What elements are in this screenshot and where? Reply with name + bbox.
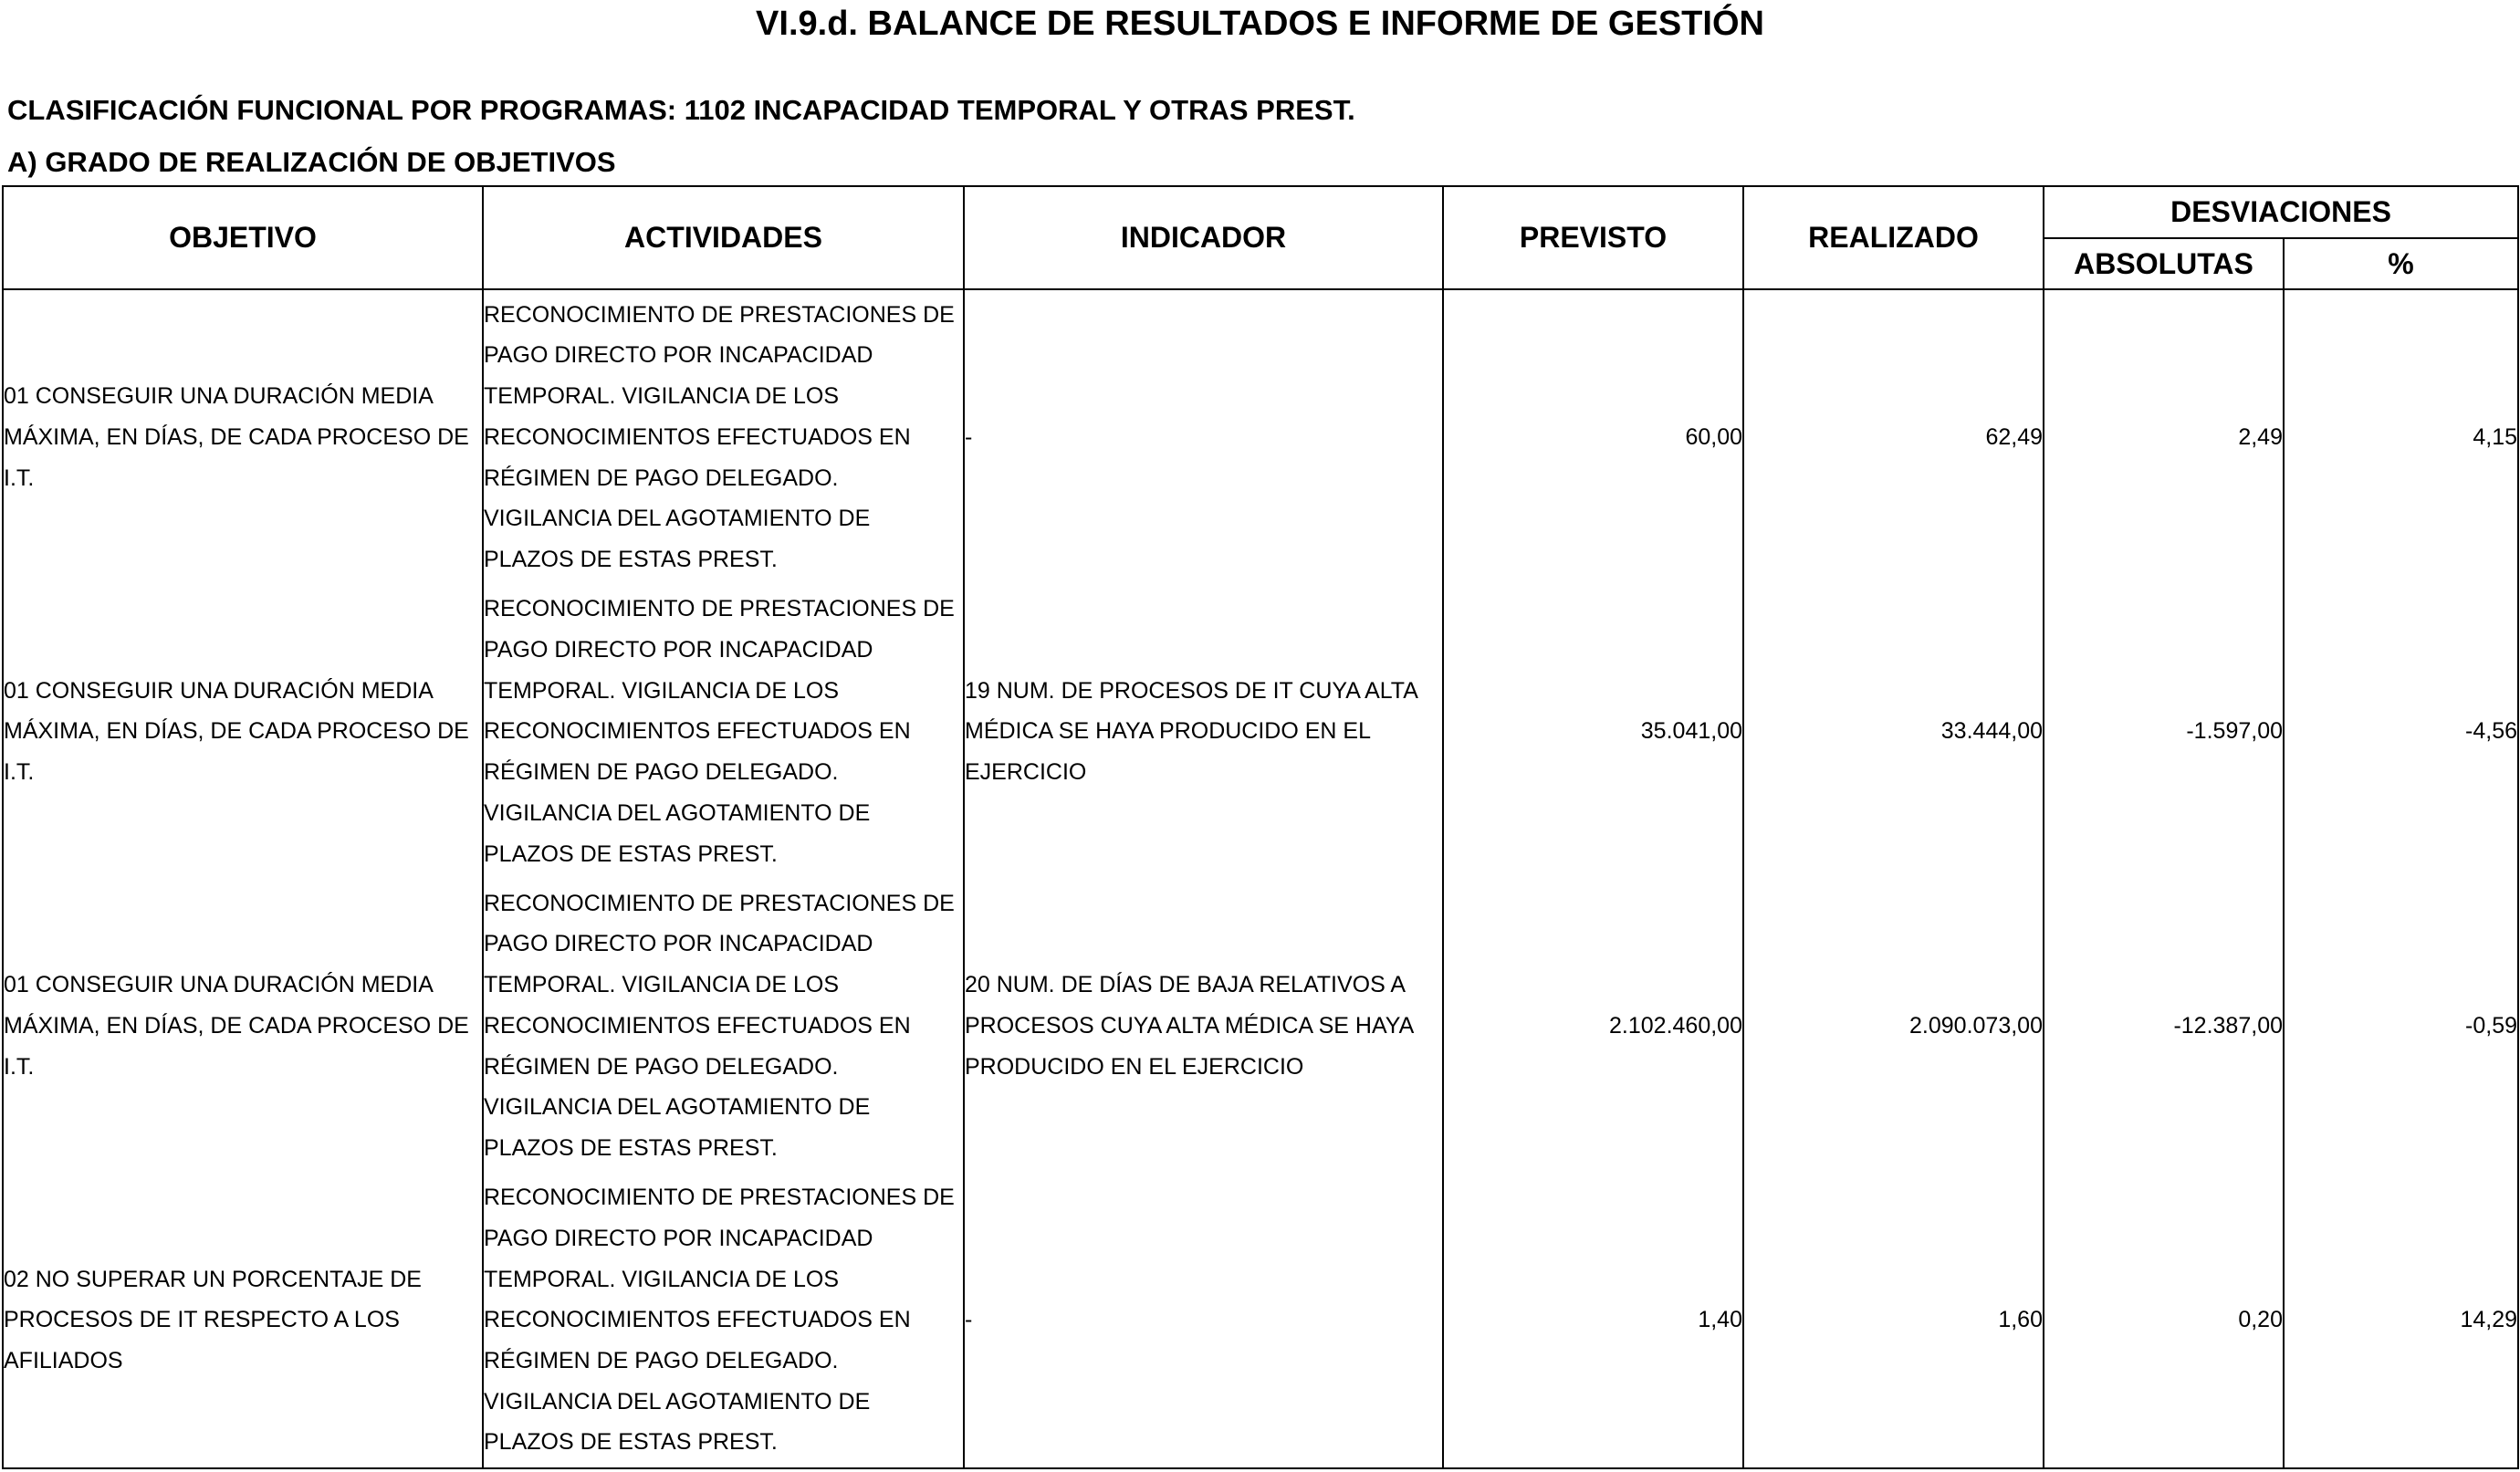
table-row bbox=[3, 879, 2518, 1173]
table-row bbox=[3, 585, 2518, 879]
absolutas-cell: -1.597,00 bbox=[2044, 585, 2284, 879]
objectives-table bbox=[2, 185, 2519, 1469]
porcentaje-cell: -4,56 bbox=[2284, 585, 2518, 879]
header-realizado: REALIZADO bbox=[1743, 186, 2044, 289]
indicador-cell: 19 NUM. DE PROCESOS DE IT CUYA ALTA MÉDICA SE HAYA PRODUCIDO EN EL EJERCICIO bbox=[964, 585, 1443, 879]
table-row bbox=[3, 1173, 2518, 1468]
realizado-cell: 33.444,00 bbox=[1743, 585, 2044, 879]
previsto-cell: 60,00 bbox=[1443, 289, 1743, 585]
document-title: VI.9.d. BALANCE DE RESULTADOS E INFORME DE GESTIÓN bbox=[756, 5, 1764, 43]
actividades-cell: RECONOCIMIENTO DE PRESTACIONES DE PAGO DIRECTO POR INCAPACIDAD TEMPORAL. VIGILANCIA DE LOS RECONOCIMIENTOS EFECTUADOS EN RÉGIMEN DE PAGO DELEGADO. VIGILANCIA DEL AGOTAMIENTO DE PLAZOS DE ESTAS PREST. bbox=[483, 585, 964, 879]
porcentaje-cell: 4,15 bbox=[2284, 289, 2518, 585]
indicador-cell: 20 NUM. DE DÍAS DE BAJA RELATIVOS A PROCESOS CUYA ALTA MÉDICA SE HAYA PRODUCIDO EN EL EJERCICIO bbox=[964, 879, 1443, 1173]
previsto-cell: 35.041,00 bbox=[1443, 585, 1743, 879]
objetivo-cell: 01 CONSEGUIR UNA DURACIÓN MEDIA MÁXIMA, EN DÍAS, DE CADA PROCESO DE I.T. bbox=[3, 879, 483, 1173]
realizado-cell: 1,60 bbox=[1743, 1173, 2044, 1468]
header-actividades: ACTIVIDADES bbox=[483, 186, 964, 289]
indicador-cell: - bbox=[964, 289, 1443, 585]
absolutas-cell: 2,49 bbox=[2044, 289, 2284, 585]
previsto-cell: 1,40 bbox=[1443, 1173, 1743, 1468]
porcentaje-cell: -0,59 bbox=[2284, 879, 2518, 1173]
objetivo-cell: 01 CONSEGUIR UNA DURACIÓN MEDIA MÁXIMA, EN DÍAS, DE CADA PROCESO DE I.T. bbox=[3, 289, 483, 585]
section-heading: A) GRADO DE REALIZACIÓN DE OBJETIVOS bbox=[7, 146, 616, 178]
table-row bbox=[3, 289, 2518, 585]
objetivo-cell: 01 CONSEGUIR UNA DURACIÓN MEDIA MÁXIMA, EN DÍAS, DE CADA PROCESO DE I.T. bbox=[3, 585, 483, 879]
porcentaje-cell: 14,29 bbox=[2284, 1173, 2518, 1468]
header-absolutas: ABSOLUTAS bbox=[2044, 238, 2284, 289]
objetivo-cell: 02 NO SUPERAR UN PORCENTAJE DE PROCESOS DE IT RESPECTO A LOS AFILIADOS bbox=[3, 1173, 483, 1468]
absolutas-cell: 0,20 bbox=[2044, 1173, 2284, 1468]
header-indicador: INDICADOR bbox=[964, 186, 1443, 289]
header-previsto: PREVISTO bbox=[1443, 186, 1743, 289]
actividades-cell: RECONOCIMIENTO DE PRESTACIONES DE PAGO DIRECTO POR INCAPACIDAD TEMPORAL. VIGILANCIA DE LOS RECONOCIMIENTOS EFECTUADOS EN RÉGIMEN DE PAGO DELEGADO. VIGILANCIA DEL AGOTAMIENTO DE PLAZOS DE ESTAS PREST. bbox=[483, 1173, 964, 1468]
classification-heading: CLASIFICACIÓN FUNCIONAL POR PROGRAMAS: 1102 INCAPACIDAD TEMPORAL Y OTRAS PREST. bbox=[7, 94, 1355, 126]
realizado-cell: 62,49 bbox=[1743, 289, 2044, 585]
indicador-cell: - bbox=[964, 1173, 1443, 1468]
previsto-cell: 2.102.460,00 bbox=[1443, 879, 1743, 1173]
absolutas-cell: -12.387,00 bbox=[2044, 879, 2284, 1173]
header-porcentaje: % bbox=[2284, 238, 2518, 289]
actividades-cell: RECONOCIMIENTO DE PRESTACIONES DE PAGO DIRECTO POR INCAPACIDAD TEMPORAL. VIGILANCIA DE LOS RECONOCIMIENTOS EFECTUADOS EN RÉGIMEN DE PAGO DELEGADO. VIGILANCIA DEL AGOTAMIENTO DE PLAZOS DE ESTAS PREST. bbox=[483, 289, 964, 585]
header-objetivo: OBJETIVO bbox=[3, 186, 483, 289]
realizado-cell: 2.090.073,00 bbox=[1743, 879, 2044, 1173]
actividades-cell: RECONOCIMIENTO DE PRESTACIONES DE PAGO DIRECTO POR INCAPACIDAD TEMPORAL. VIGILANCIA DE LOS RECONOCIMIENTOS EFECTUADOS EN RÉGIMEN DE PAGO DELEGADO. VIGILANCIA DEL AGOTAMIENTO DE PLAZOS DE ESTAS PREST. bbox=[483, 879, 964, 1173]
header-desviaciones: DESVIACIONES bbox=[2044, 186, 2518, 238]
